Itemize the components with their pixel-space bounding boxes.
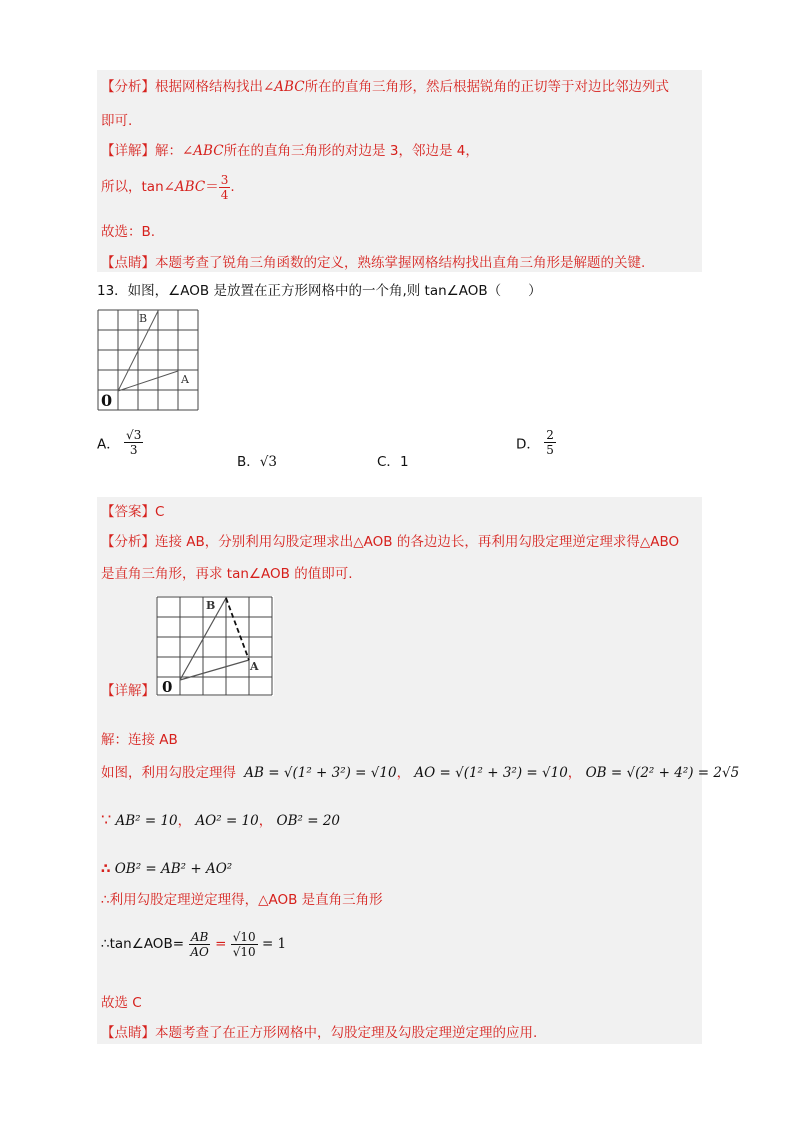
answer-analysis-line1: 【分析】连接 AB，分别利用勾股定理求出△AOB 的各边边长，再利用勾股定理逆定理求得△ABO (101, 534, 680, 550)
prev-analysis-line2: 即可. (101, 113, 133, 129)
label-o: 0 (101, 391, 113, 410)
option-b[interactable]: B．√3 (237, 454, 277, 470)
label-a: A (181, 373, 189, 386)
option-d[interactable]: D． $\frac{2}{5}$ (516, 428, 554, 457)
sq-ao: AO² = 10 (195, 813, 259, 829)
detail-line2: 如图，利用勾股定理得 AB = √(1² + 3²) = √10， AO = √(1² + 3²) = √10， OB = √(2² + 4²) = 2√5 (101, 765, 740, 781)
eq-ob: OB = √(2² + 4²) = 2√5 (585, 765, 740, 781)
detail-choose: 故选 C (101, 995, 142, 1011)
analysis-label: 【分析】 (101, 79, 155, 95)
sum-eq: OB² = AB² + AO² (114, 861, 233, 877)
label-o: 0 (162, 678, 173, 696)
detail-line1: 解：连接 AB (101, 732, 178, 748)
detail-label: 【详解】 (101, 143, 155, 159)
comment-label-2: 【点睛】 (101, 1025, 155, 1041)
tan-frac-sqrt10: $\frac{√10}{√10}$ (232, 929, 256, 959)
detail-line6: ∴tan∠AOB= $\frac{AB}{AO}$ = $\frac{√10}{√10}$ = 1 (101, 929, 287, 959)
eq-ab: AB = √(1² + 3²) = √10 (244, 765, 397, 781)
label-b: B (206, 599, 216, 612)
comment-label: 【点睛】 (101, 255, 155, 271)
analysis-label-2: 【分析】 (101, 534, 155, 550)
question-grid-figure (97, 309, 199, 412)
detail-line3: ∵ AB² = 10， AO² = 10， OB² = 20 (101, 810, 341, 829)
tan-frac-ab-ao: $\frac{AB}{AO}$ (190, 929, 209, 959)
prev-analysis-line1: 【分析】根据网格结构找出∠ABC所在的直角三角形，然后根据锐角的正切等于对边比邻边列式 (101, 79, 670, 95)
sq-ob: OB² = 20 (276, 813, 341, 829)
prev-detail-line: 【详解】解：∠ABC所在的直角三角形的对边是 3，邻边是 4， (101, 143, 479, 159)
prev-so-line: 所以，tan∠ABC＝ $\frac{3}{4}$ . (101, 172, 235, 202)
answer-line: 【答案】C (101, 504, 165, 520)
answer-analysis-line2: 是直角三角形，再求 tan∠AOB 的值即可. (101, 566, 353, 582)
answer-comment-line: 【点睛】本题考查了在正方形网格中，勾股定理及勾股定理逆定理的应用. (101, 1025, 538, 1041)
label-b: B (139, 312, 148, 325)
eq-ao: AO = √(1² + 3²) = √10 (414, 765, 568, 781)
label-a: A (250, 660, 259, 673)
prev-choice: 故选：B. (101, 224, 156, 240)
detail-line4: ∴ OB² = AB² + AO² (101, 861, 233, 877)
option-a-fraction: $\frac{√3}{3}$ (126, 428, 142, 457)
fraction-3-4: $\frac{3}{4}$ (220, 172, 229, 202)
answer-label: 【答案】 (101, 504, 155, 520)
sq-ab: AB² = 10 (115, 813, 178, 829)
option-d-fraction: $\frac{2}{5}$ (546, 428, 554, 457)
detail-label-2: 【详解】 (101, 683, 155, 699)
option-a[interactable]: A． $\frac{√3}{3}$ (97, 428, 142, 457)
detail-line5: ∴利用勾股定理逆定理得，△AOB 是直角三角形 (101, 892, 383, 908)
question-13-text: 13．如图，∠AOB 是放置在正方形网格中的一个角,则 tan∠AOB（ ） (97, 283, 542, 299)
prev-solution-block (97, 70, 702, 272)
answer-grid-figure (156, 596, 274, 696)
option-c[interactable]: C．1 (377, 454, 409, 470)
prev-comment-line: 【点睛】本题考查了锐角三角函数的定义，熟练掌握网格结构找出直角三角形是解题的关键. (101, 255, 646, 271)
